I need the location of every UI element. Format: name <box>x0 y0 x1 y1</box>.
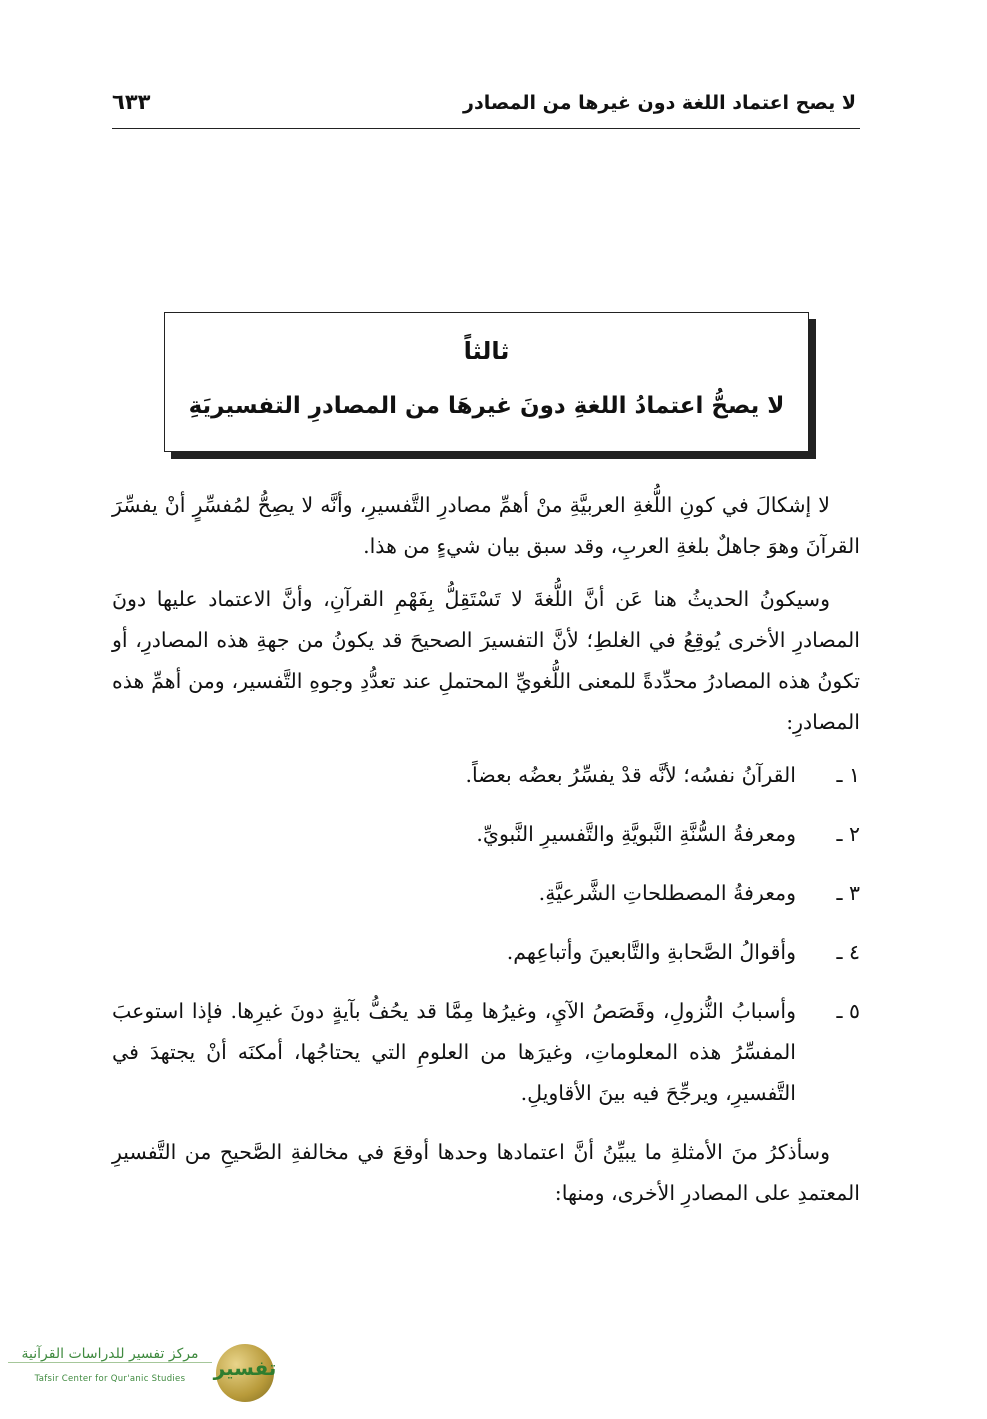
logo-mark-text: تفسير <box>213 1356 277 1380</box>
list-number: ١ ـ <box>836 763 860 787</box>
list-text: ومعرفةُ السُّنَّةِ النَّبويَّةِ والتَّفسيرِ النَّبويِّ. <box>476 822 796 846</box>
page-number: ٦٣٣ <box>112 90 151 114</box>
list-item <box>112 932 860 973</box>
body-text <box>112 485 860 1226</box>
list-item <box>112 755 860 796</box>
list-item <box>112 814 860 855</box>
logo-english-text: Tafsir Center for Qur'anic Studies <box>34 1374 186 1384</box>
running-title: لا يصح اعتماد اللغة دون غيرها من المصادر <box>463 92 856 114</box>
list-item <box>112 991 860 1114</box>
paragraph-1: لا إشكالَ في كونِ اللُّغةِ العربيَّةِ منْ أهمِّ مصادرِ التَّفسيرِ، وأنَّه لا يصِحُّ لمُفسِّرٍ أنْ يفسِّرَ القرآنَ وهوَ جاهلٌ بلغةِ العربِ، وقد سبق بيان شيءٍ من هذا. <box>112 493 860 558</box>
list-item <box>112 873 860 914</box>
list-number: ٣ ـ <box>836 881 860 905</box>
list-text: وأسبابُ النُّزولِ، وقَصَصُ الآيِ، وغيرُها مِمَّا قد يحُفُّ بآيةٍ دونَ غيرِها. فإذا استوعبَ المفسِّرُ هذه المعلوماتِ، وغيرَها من العلومِ التي يحتاجُها، أمكنَه أنْ يجتهدَ في التَّفسيرِ، ويرجِّحَ فيه بينَ الأقاويلِ. <box>112 999 796 1105</box>
logo-arabic-text: مركز تفسير للدراسات القرآنية <box>8 1346 212 1363</box>
list-number: ٢ ـ <box>836 822 860 846</box>
publisher-logo <box>0 1340 290 1406</box>
list-text: ومعرفةُ المصطلحاتِ الشَّرعيَّةِ. <box>538 881 796 905</box>
sources-list <box>112 755 860 1114</box>
list-number: ٤ ـ <box>836 940 860 964</box>
section-label: ثالثاً <box>463 337 510 365</box>
list-number: ٥ ـ <box>836 999 860 1023</box>
running-head <box>112 88 860 129</box>
list-text: وأقوالُ الصَّحابةِ والتَّابعينَ وأتباعِهم. <box>506 940 796 964</box>
section-title: لا يصحُّ اعتمادُ اللغةِ دونَ غيرهَا من المصادرِ التفسيريَةِ <box>188 393 785 419</box>
paragraph-2: وسيكونُ الحديثُ هنا عَن أنَّ اللُّغةَ لا تَسْتَقِلُّ بِفَهْمِ القرآنِ، وأنَّ الاعتماد عليها دونَ المصادرِ الأخرى يُوقِعُ في الغلطِ؛ لأنَّ التفسيرَ الصحيحَ قد يكونُ من جهةِ هذه المصادرِ، أو تكونُ هذه المصادرُ محدِّدةً للمعنى اللُّغويِّ المحتملِ عند تعدُّدِ وجوهِ التَّفسير، ومن أهمِّ هذه المصادرِ: <box>112 587 860 734</box>
section-title-box <box>164 312 809 452</box>
list-text: القرآنُ نفسُه؛ لأنَّه قدْ يفسِّرُ بعضُه بعضاً. <box>465 763 796 787</box>
closing-paragraph: وسأذكرُ منَ الأمثلةِ ما يبيِّنُ أنَّ اعتمادها وحدها أوقعَ في مخالفةِ الصَّحيحِ من التَّفسيرِ المعتمدِ على المصادرِ الأخرى، ومنها: <box>112 1140 860 1205</box>
